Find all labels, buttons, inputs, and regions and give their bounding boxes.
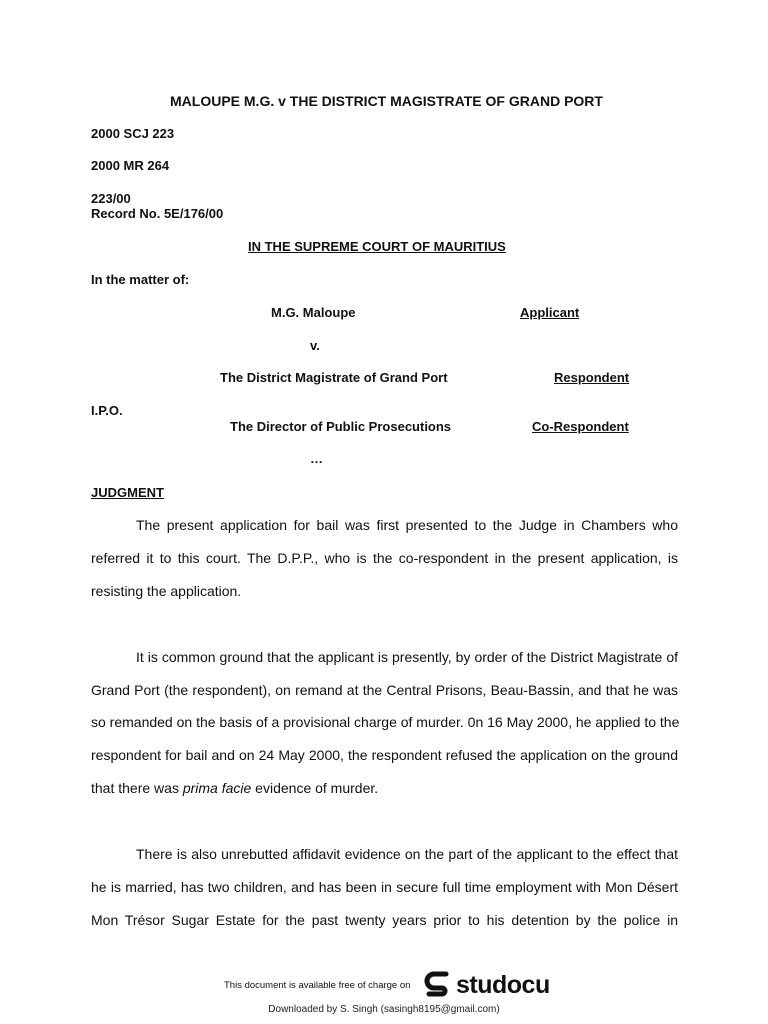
record-number: Record No. 5E/176/00 — [91, 206, 224, 221]
separator-ellipsis: … — [310, 451, 323, 466]
paragraph-1-line-1: The present application for bail was first presented to the Judge in Chambers who — [136, 517, 678, 533]
paragraph-3-line-2: he is married, has two children, and has been in secure full time employment with Mon Désert — [91, 879, 678, 895]
applicant-role: Applicant — [520, 305, 580, 320]
paragraph-3-line-3: Mon Trésor Sugar Estate for the past twenty years prior to his detention by the police in — [91, 912, 678, 928]
studocu-brand: studocu — [456, 971, 550, 999]
paragraph-2-line-4: respondent for bail and on 24 May 2000, the respondent refused the application on the ground — [91, 747, 678, 763]
matter-label: In the matter of: — [91, 272, 190, 287]
download-footer: Downloaded by S. Singh (sasingh8195@gmail.com) — [268, 1004, 500, 1015]
citation-scj: 2000 SCJ 223 — [91, 126, 175, 141]
court-name: IN THE SUPREME COURT OF MAURITIUS — [248, 239, 506, 254]
paragraph-2-line-3: so remanded on the basis of a provisional charge of murder. 0n 16 May 2000, he applied to the — [91, 714, 680, 730]
banner-text: This document is available free of charge on — [224, 980, 411, 991]
studocu-logo-icon — [424, 970, 452, 1000]
paragraph-2-line-5-end: evidence of murder. — [251, 780, 379, 796]
versus: v. — [310, 338, 320, 353]
paragraph-3-line-1: There is also unrebutted affidavit evidence on the part of the applicant to the effect that — [136, 846, 678, 862]
respondent-name: The District Magistrate of Grand Port — [220, 370, 448, 385]
paragraph-1-line-2: referred it to this court. The D.P.P., who is the co-respondent in the present application, is — [91, 550, 678, 566]
case-title: MALOUPE M.G. v THE DISTRICT MAGISTRATE OF GRAND PORT — [170, 93, 603, 109]
paragraph-1-line-3: resisting the application. — [91, 583, 242, 599]
applicant-name: M.G. Maloupe — [271, 305, 356, 320]
respondent-role: Respondent — [554, 370, 630, 385]
latin-term: prima facie — [182, 780, 252, 796]
studocu-banner[interactable] — [198, 966, 572, 1006]
paragraph-2-line-5 — [91, 780, 678, 796]
judgment-heading: JUDGMENT — [91, 485, 164, 500]
ipo-label: I.P.O. — [91, 403, 123, 418]
paragraph-2-line-2: Grand Port (the respondent), on remand at the Central Prisons, Beau-Bassin, and that he was — [91, 682, 678, 698]
case-number: 223/00 — [91, 191, 131, 206]
citation-mr: 2000 MR 264 — [91, 158, 170, 173]
corespondent-name: The Director of Public Prosecutions — [230, 419, 452, 434]
paragraph-2-line-1: It is common ground that the applicant is presently, by order of the District Magistrate of — [136, 649, 678, 665]
paragraph-2-line-5-start: that there was — [91, 780, 183, 796]
corespondent-role: Co-Respondent — [532, 419, 629, 434]
